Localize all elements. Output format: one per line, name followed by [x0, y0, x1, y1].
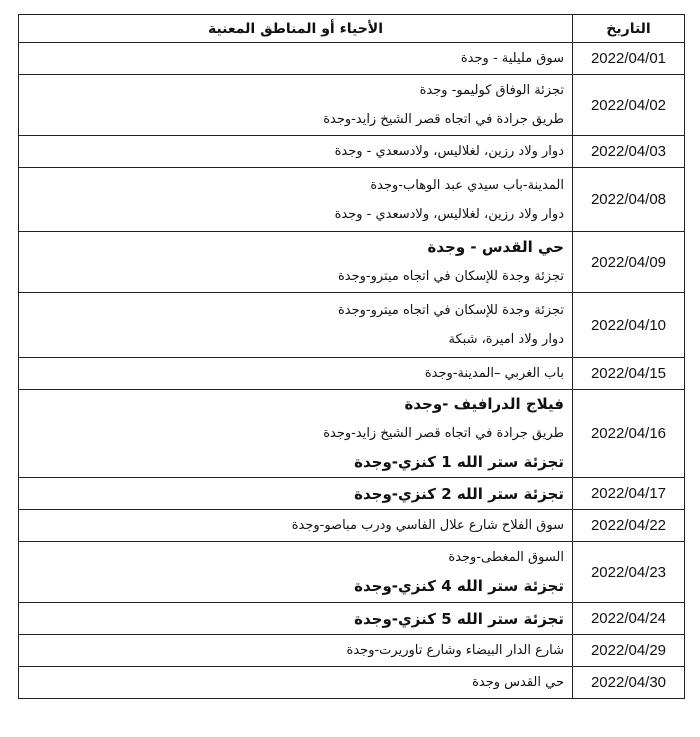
- table-row: [19, 667, 685, 699]
- row-date: 2022/04/16: [573, 390, 685, 478]
- area-line: سوق الفلاح شارع علال الفاسي ودرب مباصو-وجدة: [291, 517, 564, 533]
- area-line: باب الغربي –المدينة-وجدة: [424, 365, 564, 381]
- table-row: [19, 232, 685, 293]
- row-date: 2022/04/15: [573, 358, 685, 390]
- area-line: سوق مليلية - وجدة: [460, 50, 564, 66]
- row-areas: [19, 542, 573, 603]
- row-areas: [19, 390, 573, 478]
- area-line: طريق جرادة في اتجاه قصر الشيخ زايد-وجدة: [323, 112, 564, 127]
- row-areas: [19, 635, 573, 667]
- table-row: [19, 510, 685, 542]
- row-date: 2022/04/22: [573, 510, 685, 542]
- area-line: تجزئة وجدة للإسكان في اتجاه ميترو-وجدة: [337, 269, 564, 284]
- date-column-header: التاريخ: [573, 15, 685, 43]
- row-areas: [19, 75, 573, 136]
- schedule-table: [18, 14, 685, 699]
- row-date: 2022/04/23: [573, 542, 685, 603]
- table-row: [19, 358, 685, 390]
- row-date: 2022/04/08: [573, 168, 685, 232]
- table-header-row: [19, 15, 685, 43]
- row-date: 2022/04/03: [573, 136, 685, 168]
- area-line: السوق المغطى-وجدة: [448, 550, 564, 565]
- row-areas: [19, 667, 573, 699]
- row-date: 2022/04/29: [573, 635, 685, 667]
- row-areas: [19, 232, 573, 293]
- row-areas: [19, 136, 573, 168]
- table-row: [19, 136, 685, 168]
- table-row: [19, 542, 685, 603]
- row-date: 2022/04/24: [573, 603, 685, 635]
- area-line: فيلاج الدرافيف -وجدة: [404, 395, 564, 413]
- areas-column-header: الأحياء أو المناطق المعنية: [19, 15, 573, 43]
- table-body: [19, 43, 685, 699]
- row-areas: [19, 43, 573, 75]
- area-line: تجزئة وجدة للإسكان في اتجاه ميترو-وجدة: [337, 303, 564, 318]
- area-line: المدينة-باب سيدي عبد الوهاب-وجدة: [370, 177, 564, 193]
- row-date: 2022/04/30: [573, 667, 685, 699]
- area-line: دوار ولاد اميرة، شبكة: [448, 332, 564, 347]
- table-row: [19, 293, 685, 358]
- row-areas: [19, 168, 573, 232]
- area-line: تجزئة ستر الله 2 كنزي-وجدة: [354, 484, 564, 503]
- table-row: [19, 75, 685, 136]
- row-date: 2022/04/01: [573, 43, 685, 75]
- table-row: [19, 635, 685, 667]
- row-date: 2022/04/17: [573, 478, 685, 510]
- row-date: 2022/04/02: [573, 75, 685, 136]
- row-areas: [19, 293, 573, 358]
- table-row: [19, 168, 685, 232]
- row-date: 2022/04/10: [573, 293, 685, 358]
- row-areas: [19, 510, 573, 542]
- row-date: 2022/04/09: [573, 232, 685, 293]
- row-areas: [19, 478, 573, 510]
- row-areas: [19, 603, 573, 635]
- area-line: شارع الدار البيضاء وشارع تاوريرت-وجدة: [346, 642, 564, 658]
- table-row: [19, 390, 685, 478]
- table-row: [19, 43, 685, 75]
- area-line: تجزئة الوفاق كوليمو- وجدة: [419, 83, 564, 98]
- table-row: [19, 603, 685, 635]
- area-line: حي القدس - وجدة: [427, 238, 564, 256]
- table-row: [19, 478, 685, 510]
- area-line: حي القدس وجدة: [472, 674, 564, 690]
- row-areas: [19, 358, 573, 390]
- schedule-table-container: [18, 14, 684, 699]
- area-line: طريق جرادة في اتجاه قصر الشيخ زايد-وجدة: [323, 426, 564, 441]
- area-line: تجزئة ستر الله 4 كنزي-وجدة: [354, 577, 564, 595]
- area-line: تجزئة ستر الله 1 كنزي-وجدة: [354, 453, 564, 471]
- area-line: دوار ولاد رزين، لغلاليس، ولادسعدي - وجدة: [334, 206, 564, 222]
- area-line: دوار ولاد رزين، لغلاليس، ولادسعدي - وجدة: [334, 143, 564, 159]
- area-line: تجزئة ستر الله 5 كنزي-وجدة: [354, 609, 564, 628]
